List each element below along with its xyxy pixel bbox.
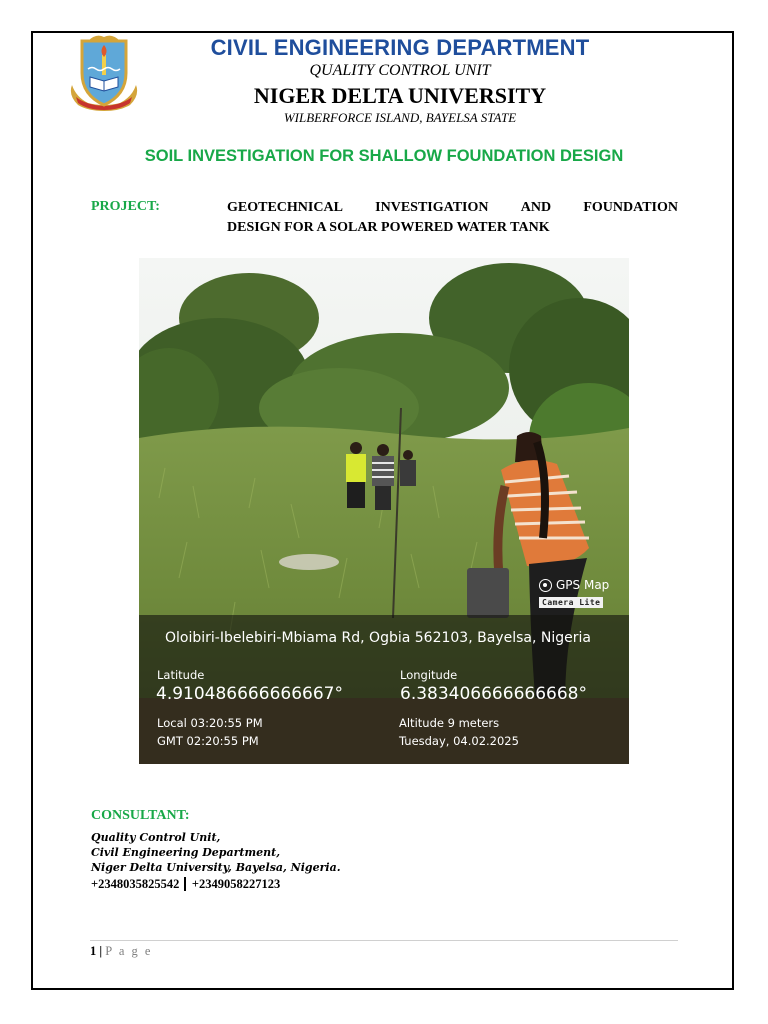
longitude-label: Longitude (400, 668, 458, 682)
consultant-label: CONSULTANT: (91, 808, 190, 823)
gps-info-overlay (139, 615, 629, 764)
site-photo (139, 258, 629, 764)
project-word: GEOTECHNICAL (227, 200, 343, 215)
consultant-line: Civil Engineering Department, (91, 846, 281, 859)
project-description (227, 198, 678, 238)
consultant-phones (91, 877, 280, 892)
department-heading: CIVIL ENGINEERING DEPARTMENT (210, 35, 590, 60)
project-word: FOUNDATION (583, 200, 678, 215)
project-label: PROJECT: (91, 199, 160, 214)
latitude-label: Latitude (157, 668, 205, 682)
phone-number-2: +2349058227123 (191, 877, 281, 891)
altitude: Altitude 9 meters (399, 716, 500, 730)
page-number: 1 (90, 944, 97, 958)
phone-number-1: +2348035825542 (91, 877, 180, 891)
gps-badge-subtitle: Camera Lite (539, 597, 603, 608)
project-line-1 (227, 198, 678, 218)
latitude-value: 4.910486666666667° (156, 684, 343, 704)
project-line-2: DESIGN FOR A SOLAR POWERED WATER TANK (227, 220, 550, 235)
university-heading: NIGER DELTA UNIVERSITY (253, 83, 547, 108)
consultant-line: Niger Delta University, Bayelsa, Nigeria. (91, 861, 341, 874)
university-crest-icon (66, 33, 142, 113)
gps-badge-title (539, 578, 609, 592)
gps-address: Oloibiri-Ibelebiri-Mbiama Rd, Ogbia 562103, Bayelsa, Nigeria (165, 630, 591, 646)
local-time: Local 03:20:55 PM (157, 716, 263, 730)
footer-separator: | (99, 944, 103, 958)
unit-heading: QUALITY CONTROL UNIT (309, 62, 491, 79)
page-word: P a g e (105, 944, 153, 958)
gmt-time: GMT 02:20:55 PM (157, 734, 259, 748)
footer-divider (90, 940, 678, 941)
project-word: AND (520, 200, 552, 215)
project-word: INVESTIGATION (375, 200, 489, 215)
consultant-line: Quality Control Unit, (91, 831, 221, 844)
page-footer (90, 944, 152, 959)
location-heading: WILBERFORCE ISLAND, BAYELSA STATE (283, 110, 517, 125)
consultant-address (91, 830, 341, 875)
document-title: SOIL INVESTIGATION FOR SHALLOW FOUNDATION DESIGN (144, 147, 624, 165)
longitude-value: 6.383406666666668° (400, 684, 587, 704)
camera-icon (539, 579, 552, 592)
gps-badge-title-text: GPS Map (556, 578, 610, 592)
photo-date: Tuesday, 04.02.2025 (399, 734, 519, 748)
phone-separator (184, 877, 186, 891)
